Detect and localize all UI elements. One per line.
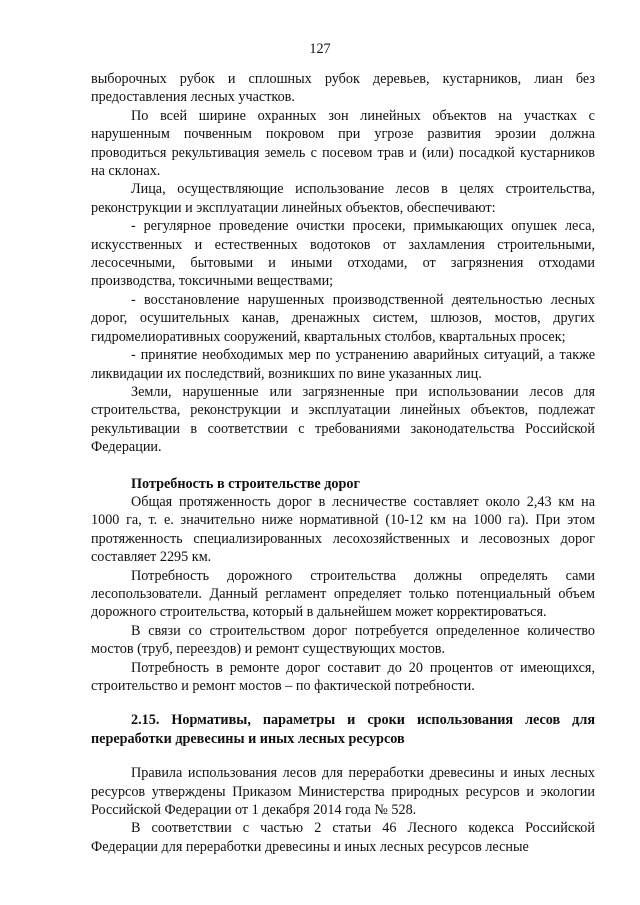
paragraph: Лица, осуществляющие использование лесов в целях строительства, реконструкции и эксплуатации линейных объектов, обеспечивают: (91, 181, 595, 216)
paragraph: Общая протяженность дорог в лесничестве составляет около 2,43 км на 1000 га, т. е. значительно ниже нормативной (10-12 км на 1000 га). При этом протяженность специализированных лесохозяйственных и лесовозных дорог составляет 2295 км. (91, 493, 595, 566)
paragraph: Потребность в ремонте дорог составит до 20 процентов от имеющихся, строительство и ремонт мостов – по фактической потребности. (91, 659, 595, 694)
spacer (91, 457, 595, 475)
paragraph: Правила использования лесов для переработки древесины и иных лесных ресурсов утверждены Приказом Министерства природных ресурсов и экологии Российской Федерации от 1 декабря 2014 года № 528. (91, 765, 595, 819)
list-item: - принятие необходимых мер по устранению аварийных ситуаций, а также ликвидации их последствий, возникших по вине указанных лиц. (91, 347, 595, 382)
page-number: 127 (309, 41, 331, 57)
list-item: - регулярное проведение очистки просеки, примыкающих опушек леса, искусственных и естественных водотоков от захламления строительными, лесосечными, бытовыми и иными отходами, от загрязнения отходами производства, токсичными веществами; (91, 218, 595, 290)
subsection-heading: Потребность в строительстве дорог (131, 475, 360, 492)
document-body (91, 70, 595, 856)
paragraph: По всей ширине охранных зон линейных объектов на участках с нарушенным почвенным покровом при угрозе развития эрозии должна проводиться рекультивация земель с посевом трав и (или) посадкой кустарников на склонах. (91, 107, 595, 180)
list-item: - восстановление нарушенных производственной деятельностью лесных дорог, осушительных канав, дренажных систем, шлюзов, мостов, других гидромелиоративных сооружений, квартальных столбов, квартальных просек; (91, 291, 595, 345)
paragraph: В соответствии с частью 2 статьи 46 Лесного кодекса Российской Федерации для переработки древесины и иных лесных ресурсов лесные (91, 820, 595, 855)
spacer (91, 695, 595, 711)
spacer (91, 748, 595, 764)
paragraph: Потребность дорожного строительства должны определять сами лесопользователи. Данный регламент определяет только потенциальный объем дорожного строительства, который в дальнейшем может корректироваться. (91, 567, 595, 621)
section-heading: 2.15. Нормативы, параметры и сроки использования лесов для переработки древесины и иных лесных ресурсов (91, 712, 595, 747)
paragraph: В связи со строительством дорог потребуется определенное количество мостов (труб, переездов) и ремонт существующих мостов. (91, 622, 595, 658)
paragraph: Земли, нарушенные или загрязненные при использовании лесов для строительства, реконструкции и эксплуатации линейных объектов, подлежат рекультивации в соответствии с требованиями законодательства Российской Федерации. (91, 383, 595, 456)
paragraph: выборочных рубок и сплошных рубок деревьев, кустарников, лиан без предоставления лесных участков. (91, 71, 595, 106)
